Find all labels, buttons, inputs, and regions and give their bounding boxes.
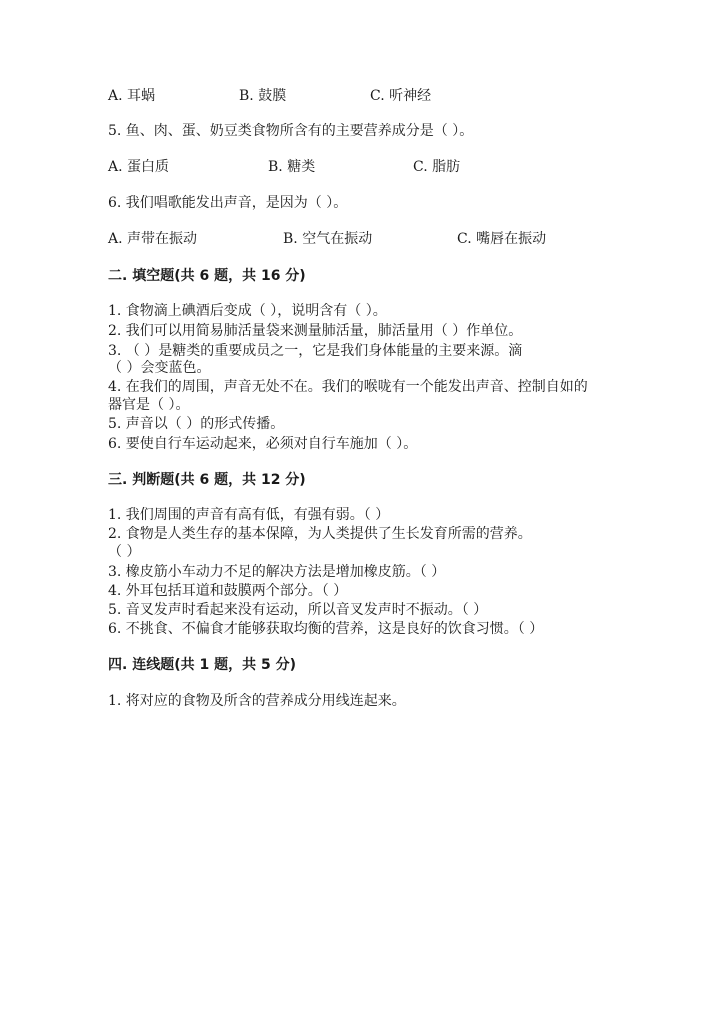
fill-in-line: 1. 食物滴上碘酒后变成（ ），说明含有（ ）。 xyxy=(108,303,387,319)
true-false-line: 4. 外耳包括耳道和鼓膜两个部分。（ ） xyxy=(108,583,348,599)
true-false-line: 6. 不挑食、不偏食才能够获取均衡的营养，这是良好的饮食习惯。（ ） xyxy=(108,621,544,637)
fill-in-line: 5. 声音以（ ）的形式传播。 xyxy=(108,416,285,432)
fill-in-line: 器官是（ ）。 xyxy=(108,397,190,413)
true-false-line: （ ） xyxy=(108,544,141,560)
fill-in-line: 3. （ ）是糖类的重要成员之一，它是我们身体能量的主要来源。滴 xyxy=(108,343,523,359)
fill-in-line: 2. 我们可以用简易肺活量袋来测量肺活量，肺活量用（ ）作单位。 xyxy=(108,323,523,339)
q5-stem: 5. 鱼、肉、蛋、奶豆类食物所含有的主要营养成分是（ ）。 xyxy=(108,123,474,139)
q6-option-b: B. 空气在振动 xyxy=(283,231,373,247)
q6-stem: 6. 我们唱歌能发出声音，是因为（ ）。 xyxy=(108,195,348,211)
true-false-line: 2. 食物是人类生存的基本保障，为人类提供了生长发育所需的营养。 xyxy=(108,526,532,542)
q5-option-b: B. 糖类 xyxy=(268,159,316,175)
fill-in-line: 4. 在我们的周围，声音无处不在。我们的喉咙有一个能发出声音、控制自如的 xyxy=(108,379,588,395)
true-false-line: 5. 音叉发声时看起来没有运动，所以音叉发声时不振动。（ ） xyxy=(108,602,488,618)
section-title-fill-in: 二. 填空题(共 6 题，共 16 分) xyxy=(108,268,306,284)
section-title-true-false: 三. 判断题(共 6 题，共 12 分) xyxy=(108,472,306,488)
q5-option-a: A. 蛋白质 xyxy=(108,159,170,175)
q6-option-c: C. 嘴唇在振动 xyxy=(457,231,547,247)
q4-option-b: B. 鼓膜 xyxy=(239,88,287,104)
matching-line: 1. 将对应的食物及所含的营养成分用线连起来。 xyxy=(108,693,406,709)
fill-in-line: （ ）会变蓝色。 xyxy=(108,360,211,376)
q5-option-c: C. 脂肪 xyxy=(413,159,461,175)
section-title-matching: 四. 连线题(共 1 题，共 5 分) xyxy=(108,657,296,673)
fill-in-line: 6. 要使自行车运动起来，必须对自行车施加（ ）。 xyxy=(108,436,418,452)
true-false-line: 1. 我们周围的声音有高有低，有强有弱。（ ） xyxy=(108,507,390,523)
q4-option-a: A. 耳蜗 xyxy=(108,88,156,104)
q4-option-c: C. 听神经 xyxy=(370,88,432,104)
q6-option-a: A. 声带在振动 xyxy=(108,231,198,247)
true-false-line: 3. 橡皮筋小车动力不足的解决方法是增加橡皮筋。（ ） xyxy=(108,564,446,580)
